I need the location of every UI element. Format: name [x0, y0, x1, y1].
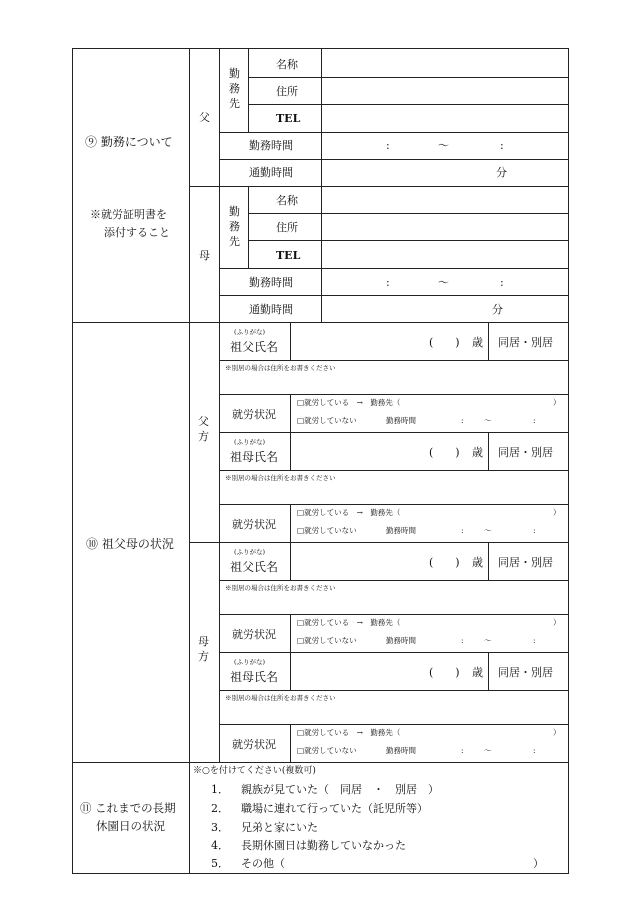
paternal-grandfather-hours-colon-start: :: [461, 416, 464, 425]
maternal-grandfather-hours-colon-end: :: [533, 636, 536, 645]
maternal-grandfather-workplace-close-paren: ）: [553, 618, 561, 627]
grid-line: [488, 652, 489, 690]
grid-line: [488, 322, 489, 360]
paternal-grandfather-working-checkbox[interactable]: □就労している → 勤務先（: [297, 398, 401, 407]
father-commute-label: 通勤時間: [249, 166, 293, 179]
father-hours-tilde: 〜: [438, 139, 449, 152]
grid-line: [219, 690, 569, 691]
mother-hours-colon-start: :: [386, 276, 390, 289]
paternal-grandmother-hours-colon-end: :: [533, 526, 536, 535]
paternal-grandmother-working-checkbox[interactable]: □就労している → 勤務先（: [297, 508, 401, 517]
holiday-option-number: 3．: [211, 821, 229, 834]
maternal-grandmother-employment-label: 就労状況: [232, 738, 276, 751]
holiday-option-number: 2．: [211, 802, 229, 815]
grid-line: [248, 48, 249, 132]
paternal-grandfather-hours-tilde: 〜: [484, 416, 492, 425]
maternal-grandmother-age-unit: 歳: [472, 666, 483, 679]
paternal-grandfather-hours-colon-end: :: [533, 416, 536, 425]
work-note-line1: ※就労証明書を: [90, 208, 167, 221]
father-company-name-label: 名称: [276, 58, 298, 71]
maternal-grandfather-hours-colon-start: :: [461, 636, 464, 645]
father-workplace-label: 勤 務 先: [229, 67, 240, 110]
grid-line: [219, 295, 569, 296]
maternal-grandfather-employment-label: 就労状況: [232, 628, 276, 641]
maternal-grandfather-hours-label: 勤務時間: [386, 636, 416, 645]
holiday-instruction: ※○を付けてください(複数可): [193, 766, 316, 776]
mother-workplace-label: 勤 務 先: [229, 205, 240, 248]
maternal-grandmother-hours-colon-end: :: [533, 746, 536, 755]
maternal-grandmother-age-field[interactable]: ( ): [429, 666, 460, 679]
maternal-grandmother-workplace-close-paren: ）: [553, 728, 561, 737]
grid-line: [219, 504, 569, 505]
maternal-grandfather-age-unit: 歳: [472, 556, 483, 569]
paternal-grandfather-employment-label: 就労状況: [232, 408, 276, 421]
grid-line: [189, 48, 190, 874]
maternal-grandmother-address-note: ※別居の場合は住所をお書きください: [225, 694, 336, 702]
father-address-label: 住所: [276, 85, 298, 98]
grid-line: [248, 186, 249, 268]
paternal-grandfather-not-working-checkbox[interactable]: □就労していない: [297, 416, 357, 425]
maternal-grandmother-hours-colon-start: :: [461, 746, 464, 755]
paternal-grandfather-hours-label: 勤務時間: [386, 416, 416, 425]
paternal-grandmother-hours-colon-start: :: [461, 526, 464, 535]
holiday-option-text: 職場に連れて行っていた（託児所等）: [241, 802, 428, 815]
paternal-grandmother-age-unit: 歳: [472, 446, 483, 459]
grid-line: [321, 48, 322, 322]
paternal-grandfather-furigana-label: (ふりがな): [234, 328, 266, 336]
holiday-option-number: 5．: [211, 857, 229, 870]
maternal-grandfather-age-field[interactable]: ( ): [429, 556, 460, 569]
grid-line: [219, 580, 569, 581]
grid-line: [72, 322, 569, 323]
maternal-grandfather-hours-tilde: 〜: [484, 636, 492, 645]
maternal-grandfather-furigana-label: (ふりがな): [234, 548, 266, 556]
grid-line: [189, 186, 569, 187]
father-commute-unit: 分: [496, 166, 507, 179]
grid-line: [290, 614, 291, 652]
grid-line: [290, 652, 291, 690]
mother-hours-label: 勤務時間: [249, 276, 293, 289]
grid-line: [290, 504, 291, 542]
maternal-grandmother-furigana-label: (ふりがな): [234, 658, 266, 666]
maternal-grandmother-hours-tilde: 〜: [484, 746, 492, 755]
paternal-grandfather-cohabit-option[interactable]: 同居・別居: [498, 336, 553, 349]
maternal-side-label: 母 方: [198, 635, 209, 663]
paternal-side-label: 父 方: [198, 415, 209, 443]
paternal-grandmother-furigana-label: (ふりがな): [234, 438, 266, 446]
grid-line: [248, 104, 569, 105]
maternal-grandmother-hours-label: 勤務時間: [386, 746, 416, 755]
grid-line: [290, 432, 291, 470]
grid-line: [219, 724, 569, 725]
paternal-grandfather-address-note: ※別居の場合は住所をお書きください: [225, 364, 336, 372]
grid-line: [219, 470, 569, 471]
grid-line: [219, 132, 569, 133]
mother-label: 母: [199, 249, 210, 262]
grid-line: [248, 213, 569, 214]
maternal-grandmother-name-label: 祖母氏名: [230, 670, 279, 684]
grid-line: [290, 542, 291, 580]
paternal-grandmother-age-field[interactable]: ( ): [429, 446, 460, 459]
father-tel-label: TEL: [276, 112, 301, 125]
paternal-grandmother-cohabit-option[interactable]: 同居・別居: [498, 446, 553, 459]
maternal-grandmother-cohabit-option[interactable]: 同居・別居: [498, 666, 553, 679]
mother-commute-unit: 分: [492, 303, 503, 316]
holiday-option-number: 1．: [211, 783, 229, 796]
maternal-grandfather-working-checkbox[interactable]: □就労している → 勤務先（: [297, 618, 401, 627]
mother-commute-label: 通勤時間: [249, 303, 293, 316]
grid-line: [219, 159, 569, 160]
grid-line: [219, 268, 569, 269]
holiday-option-text: 親族が見ていた（ 同居 ・ 別居 ）: [241, 783, 439, 796]
mother-hours-tilde: 〜: [438, 276, 449, 289]
grid-line: [488, 432, 489, 470]
holiday-option-number: 4．: [211, 839, 229, 852]
mother-hours-colon-end: :: [500, 276, 504, 289]
father-hours-colon-start: :: [386, 139, 390, 152]
mother-tel-label: TEL: [276, 249, 301, 262]
grid-line: [219, 762, 569, 763]
maternal-grandfather-cohabit-option[interactable]: 同居・別居: [498, 556, 553, 569]
maternal-grandmother-working-checkbox[interactable]: □就労している → 勤務先（: [297, 728, 401, 737]
paternal-grandfather-age-field[interactable]: ( ): [429, 336, 460, 349]
holiday-option-text: その他（: [241, 857, 285, 870]
grid-line: [219, 432, 569, 433]
mother-company-name-label: 名称: [276, 194, 298, 207]
maternal-grandmother-not-working-checkbox[interactable]: □就労していない: [297, 746, 357, 755]
grid-line: [248, 77, 569, 78]
grid-line: [219, 652, 569, 653]
paternal-grandfather-name-label: 祖父氏名: [230, 340, 279, 354]
maternal-grandfather-not-working-checkbox[interactable]: □就労していない: [297, 636, 357, 645]
father-label: 父: [199, 111, 210, 124]
holiday-option-text: 兄弟と家にいた: [241, 821, 318, 834]
grid-line: [219, 360, 569, 361]
maternal-grandfather-name-label: 祖父氏名: [230, 560, 279, 574]
father-hours-label: 勤務時間: [249, 139, 293, 152]
paternal-grandmother-hours-tilde: 〜: [484, 526, 492, 535]
mother-address-label: 住所: [276, 221, 298, 234]
grid-line: [219, 542, 569, 543]
grid-line: [290, 394, 291, 432]
work-section-title: ⑨ 勤務について: [85, 135, 173, 149]
father-hours-colon-end: :: [500, 139, 504, 152]
grid-line: [248, 240, 569, 241]
grid-line: [290, 724, 291, 762]
holiday-other-close-paren: ）: [533, 857, 544, 870]
paternal-grandmother-name-label: 祖母氏名: [230, 450, 279, 464]
paternal-grandfather-workplace-close-paren: ）: [553, 398, 561, 407]
grid-line: [488, 542, 489, 580]
paternal-grandmother-workplace-close-paren: ）: [553, 508, 561, 517]
maternal-grandfather-address-note: ※別居の場合は住所をお書きください: [225, 584, 336, 592]
grid-line: [219, 48, 220, 322]
holiday-section-title-line1: ⑪ これまでの長期: [80, 801, 176, 815]
holiday-section-title-line2: 休園日の状況: [96, 819, 165, 833]
grid-line: [219, 394, 569, 395]
paternal-grandfather-age-unit: 歳: [472, 336, 483, 349]
grandparents-section-title: ⑩ 祖父母の状況: [86, 537, 174, 551]
paternal-grandmother-hours-label: 勤務時間: [386, 526, 416, 535]
work-note-line2: 添付すること: [104, 226, 170, 239]
paternal-grandmother-address-note: ※別居の場合は住所をお書きください: [225, 474, 336, 482]
holiday-option-text: 長期休園日は勤務していなかった: [241, 839, 406, 852]
grid-line: [290, 322, 291, 360]
paternal-grandmother-employment-label: 就労状況: [232, 518, 276, 531]
grid-line: [219, 614, 569, 615]
paternal-grandmother-not-working-checkbox[interactable]: □就労していない: [297, 526, 357, 535]
